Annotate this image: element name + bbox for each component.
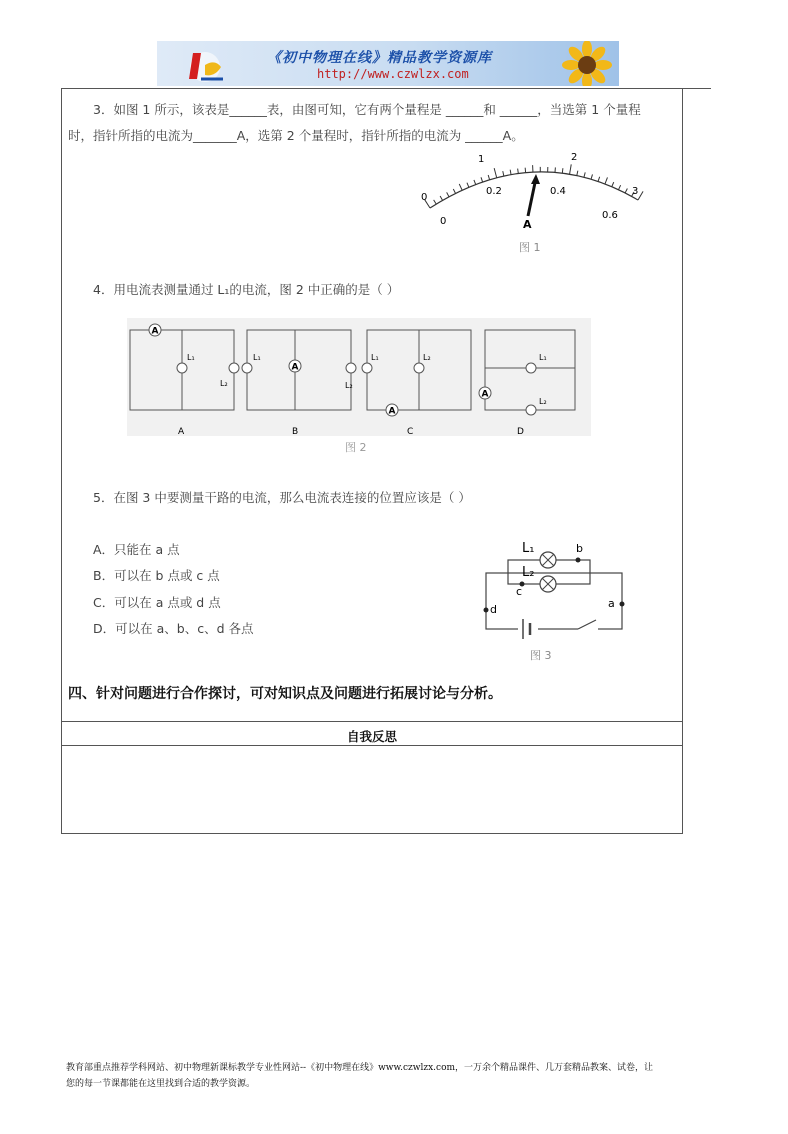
q5-option-b: B．可以在 b 点或 c 点 [93,568,220,583]
dial-tick [625,188,627,192]
dial-tick [453,189,455,193]
scale-bottom-0: 0 [440,216,447,227]
ammeter-symbol: A [481,389,489,400]
scale-top-3: 3 [632,186,639,197]
reflection-title: 自我反思 [346,729,397,744]
section-4-heading: 四、针对问题进行合作探讨，可对知识点及问题进行拓展讨论与分析。 [68,686,502,702]
q5-text: 5．在图 3 中要测量干路的电流，那么电流表连接的位置应该是（ ） [93,490,471,505]
dial-tick [577,171,578,176]
header-banner [157,41,619,86]
dial-tick [591,174,592,179]
footer-line1: 教育部重点推荐学科网站、初中物理新课标教学专业性网站--《初中物理在线》www.czwlzx.com，一万余个精品课件、几万套精品教案、试卷，让 [66,1063,654,1073]
lamp-label: L₁ [371,353,379,362]
option-label-c: C [407,427,414,437]
dial-tick [459,184,462,190]
option-label-d: D [517,427,524,437]
point-d: d [490,603,497,616]
dial-tick [474,180,476,185]
dial-tick [481,177,483,182]
point-c: c [516,585,523,598]
scale-top-2: 2 [571,152,578,163]
dial-tick [612,182,614,187]
figure2-circuits [127,318,591,456]
banner-url[interactable]: http://www.czwlzx.com [317,67,469,81]
ammeter-symbol: A [151,326,159,337]
dial-tick [440,196,442,200]
option-label-a: A [178,427,185,437]
figure3-lamp-label: L₂ [522,565,535,580]
scale-bottom-2: 0.4 [550,186,566,197]
q5-option-a: A．只能在 a 点 [93,542,180,557]
dial-tick [447,192,449,196]
dial-tick [494,168,497,178]
scale-bottom-3: 0.6 [602,210,618,221]
figure3-lamp-label: L₁ [522,541,535,556]
dial-tick [584,172,585,177]
lamp-label: L₂ [345,381,353,390]
scale-bottom-1: 0.2 [486,186,502,197]
footer-line2: 您的每一节课都能在这里找到合适的教学资源。 [66,1079,256,1089]
dial-tick [488,175,489,180]
lamp-label: L₁ [253,353,261,362]
dial-tick [638,191,643,200]
figure1-caption: 图 1 [519,241,541,254]
ammeter-figure [416,148,646,260]
lamp-label: L₁ [539,353,547,362]
site-logo-icon [175,45,235,83]
q5-option-d: D．可以在 a、b、c、d 各点 [93,621,254,636]
banner-title: 《初中物理在线》精品教学资源库 [267,50,492,66]
q4-text: 4．用电流表测量通过 L₁的电流，图 2 中正确的是（ ） [93,282,400,297]
option-label-b: B [292,427,299,437]
q5-option-c: C．可以在 a 点或 d 点 [93,595,221,610]
dial-tick [510,170,511,175]
reflection-area[interactable] [62,746,682,833]
dial-tick [434,200,437,204]
dial-tick [618,185,620,190]
header-rule [619,88,711,89]
figure3-circuit [478,532,638,666]
lamp-label: L₂ [423,353,431,362]
lamp-label: L₂ [539,397,547,406]
dial-tick [598,177,600,182]
table-divider [61,721,683,722]
meter-letter: A [523,218,532,231]
dial-tick [467,183,469,188]
ammeter-symbol: A [388,406,396,417]
figure2-caption: 图 2 [345,441,367,454]
point-a: a [608,597,615,610]
lamp-label: L₁ [187,353,195,362]
figure3-caption: 图 3 [530,649,552,662]
q3-line1: 3．如图 1 所示，该表是______表，由图可知，它有两个量程是 ______和 ______，当选第 1 个量程 [93,102,641,117]
dial-tick [570,164,572,174]
dial-tick [518,169,519,174]
scale-top-1: 1 [478,154,485,165]
dial-tick [605,177,608,184]
sunflower-icon [553,41,619,86]
lamp-label: L₂ [220,379,228,388]
point-b: b [576,542,583,555]
dial-tick [562,168,563,173]
footer [66,1060,716,1092]
dial-tick [503,171,504,176]
ammeter-symbol: A [291,362,299,373]
scale-top-0: 0 [421,192,428,203]
q3-line2: 时，指针所指的电流为_______A，选第 2 个量程时，指针所指的电流为 ______A。 [68,128,524,143]
